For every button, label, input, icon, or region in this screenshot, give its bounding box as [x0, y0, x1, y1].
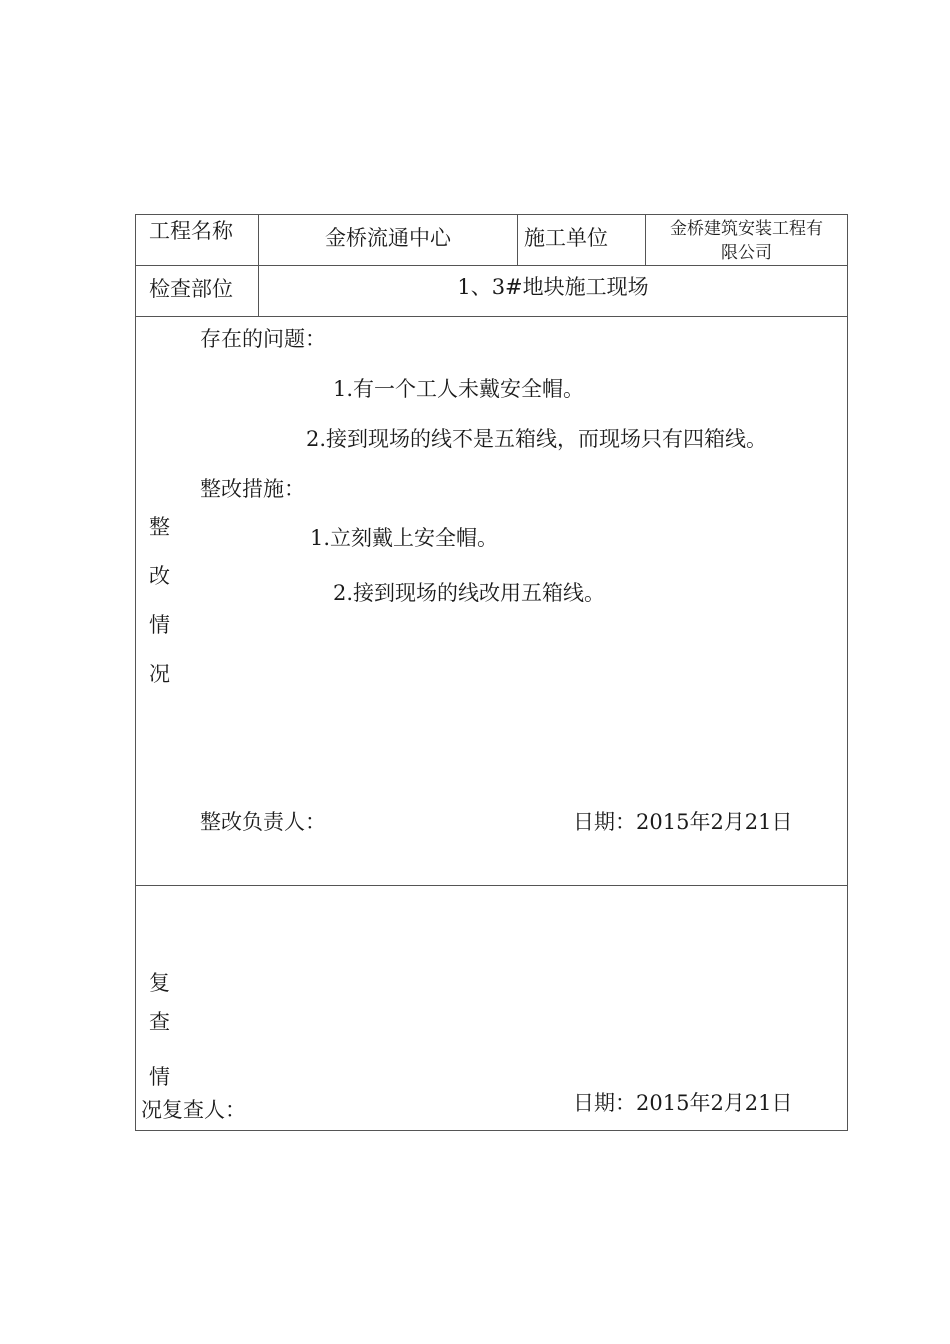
contractor-label: 施工单位 — [524, 226, 608, 250]
problem-item: 1.有一个工人未戴安全帽。 — [333, 377, 585, 401]
table-col-divider-2 — [517, 214, 518, 266]
table-row-divider-2 — [135, 316, 848, 317]
rectification-side-label-char: 况 — [149, 662, 170, 686]
reviewer-label: 况复查人： — [141, 1098, 246, 1122]
review-side-label-char: 情 — [149, 1065, 170, 1089]
table-border-right — [847, 214, 848, 1131]
rectification-side-label-char: 整 — [149, 515, 170, 539]
table-row-divider-3 — [135, 885, 848, 886]
table-border-top — [135, 214, 848, 215]
inspection-location-value: 1、3#地块施工现场 — [457, 275, 649, 299]
project-name-label: 工程名称 — [149, 219, 233, 243]
project-name-value: 金桥流通中心 — [325, 226, 451, 250]
contractor-value-line2: 限公司 — [721, 243, 772, 263]
problems-heading: 存在的问题： — [200, 327, 326, 351]
review-side-label-char: 复 — [149, 971, 170, 995]
measures-heading: 整改措施： — [200, 477, 305, 501]
measure-item: 1.立刻戴上安全帽。 — [310, 526, 499, 550]
table-row-divider-1 — [135, 265, 848, 266]
rectification-side-label-char: 改 — [149, 564, 170, 588]
rectification-date: 日期：2015年2月21日 — [573, 810, 793, 834]
measure-item: 2.接到现场的线改用五箱线。 — [333, 581, 606, 605]
review-date: 日期：2015年2月21日 — [573, 1091, 793, 1115]
review-side-label-char: 查 — [149, 1010, 170, 1034]
problem-item: 2.接到现场的线不是五箱线，而现场只有四箱线。 — [306, 427, 768, 451]
table-border-bottom — [135, 1130, 848, 1131]
contractor-value-line1: 金桥建筑安装工程有 — [670, 219, 823, 239]
inspection-location-label: 检查部位 — [149, 277, 233, 301]
rectification-side-label-char: 情 — [149, 613, 170, 637]
rectification-responsible-label: 整改负责人： — [200, 810, 326, 834]
table-border-left — [135, 214, 136, 1131]
